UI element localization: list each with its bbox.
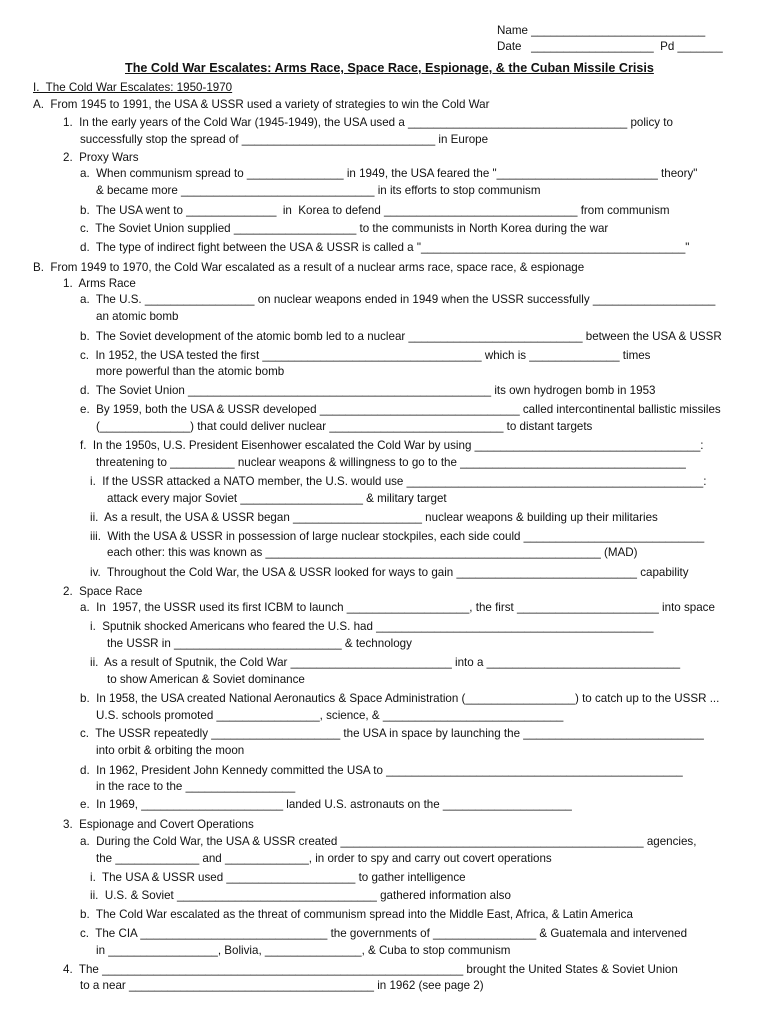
worksheet-line: A. From 1945 to 1991, the USA & USSR used a variety of strategies to win the Cold War [33,98,490,111]
date-period-field[interactable]: Date ___________________ Pd _______ [497,40,723,53]
worksheet-line: b. The USA went to ______________ in Korea to defend ______________________________ from communism [80,204,670,217]
worksheet-line: d. The Soviet Union _______________________________________________ its own hydrogen bomb in 1953 [80,384,656,397]
worksheet-line: i. If the USSR attacked a NATO member, the U.S. would use ______________________________________________: [90,475,707,488]
worksheet-line: attack every major Soviet ___________________ & military target [107,492,447,505]
worksheet-line: 4. The ________________________________________________________ brought the United States & Soviet Union [63,963,678,976]
worksheet-line: b. In 1958, the USA created National Aeronautics & Space Administration (_________________) to catch up to the USSR ... [80,692,720,705]
worksheet-line: c. The USSR repeatedly ____________________ the USA in space by launching the ____________________________ [80,727,704,740]
worksheet-line: c. In 1952, the USA tested the first __________________________________ which is ______________ times [80,349,651,362]
worksheet-line: the USSR in __________________________ & technology [107,637,412,650]
worksheet-line: & became more ______________________________ in its efforts to stop communism [96,184,541,197]
worksheet-title: The Cold War Escalates: Arms Race, Space Race, Espionage, & the Cuban Missile Crisis [125,61,654,75]
worksheet-line: (______________) that could deliver nuclear ___________________________ to distant targets [96,420,593,433]
worksheet-line: e. By 1959, both the USA & USSR developed _______________________________ called intercontinental ballistic missiles [80,403,721,416]
worksheet-line: more powerful than the atomic bomb [96,365,285,378]
worksheet-line: iii. With the USA & USSR in possession of large nuclear stockpiles, each side could ____________________________ [90,530,705,543]
worksheet-line: each other: this was known as ____________________________________________________ (MAD) [107,546,638,559]
worksheet-line: 2. Space Race [63,585,143,598]
worksheet-line: a. The U.S. _________________ on nuclear weapons ended in 1949 when the USSR successfully ___________________ [80,293,716,306]
worksheet-line: in the race to the _________________ [96,780,296,793]
worksheet-line: ii. As a result of Sputnik, the Cold War _________________________ into a ______________________________ [90,656,681,669]
worksheet-line: in _________________, Bolivia, _______________, & Cuba to stop communism [96,944,511,957]
worksheet-line: c. The CIA _____________________________ the governments of ________________ & Guatemala and intervened [80,927,688,940]
worksheet-line: successfully stop the spread of ______________________________ in Europe [80,133,489,146]
worksheet-line: to show American & Soviet dominance [107,673,305,686]
worksheet-line: a. When communism spread to _______________ in 1949, the USA feared the "_________________________ theory" [80,167,698,180]
worksheet-line: iv. Throughout the Cold War, the USA & USSR looked for ways to gain ____________________________ capability [90,566,689,579]
section-heading: I. The Cold War Escalates: 1950-1970 [33,81,233,94]
worksheet-line: d. The type of indirect fight between the USA & USSR is called a "_________________________________________" [80,241,690,254]
worksheet-line: a. During the Cold War, the USA & USSR created _______________________________________________ agencies, [80,835,697,848]
worksheet-line: c. The Soviet Union supplied ___________________ to the communists in North Korea during the war [80,222,609,235]
worksheet-line: threatening to __________ nuclear weapons & willingness to go to the ___________________________________ [96,456,686,469]
worksheet-line: f. In the 1950s, U.S. President Eisenhower escalated the Cold War by using ___________________________________: [80,439,704,452]
worksheet-line: the _____________ and _____________, in order to spy and carry out covert operations [96,852,552,865]
worksheet-line: i. Sputnik shocked Americans who feared the U.S. had ___________________________________________ [90,620,654,633]
worksheet-line: 3. Espionage and Covert Operations [63,818,254,831]
worksheet-line: U.S. schools promoted ________________, science, & ____________________________ [96,709,564,722]
worksheet-line: B. From 1949 to 1970, the Cold War escalated as a result of a nuclear arms race, space race, & espionage [33,261,585,274]
worksheet-line: ii. As a result, the USA & USSR began ____________________ nuclear weapons & building up their militaries [90,511,658,524]
worksheet-line: e. In 1969, ______________________ landed U.S. astronauts on the ____________________ [80,798,572,811]
worksheet-line: 1. In the early years of the Cold War (1945-1949), the USA used a __________________________________ policy to [63,116,673,129]
worksheet-line: ii. U.S. & Soviet _______________________________ gathered information also [90,889,511,902]
name-field[interactable]: Name ___________________________ [497,24,706,37]
worksheet-line: an atomic bomb [96,310,179,323]
worksheet-line: i. The USA & USSR used ____________________ to gather intelligence [90,871,466,884]
worksheet-line: b. The Cold War escalated as the threat of communism spread into the Middle East, Africa, & Latin America [80,908,633,921]
worksheet-line: 2. Proxy Wars [63,151,139,164]
worksheet-line: into orbit & orbiting the moon [96,744,245,757]
worksheet-line: a. In 1957, the USSR used its first ICBM to launch ___________________, the first ______________________ into space [80,601,715,614]
worksheet-line: to a near ______________________________________ in 1962 (see page 2) [80,979,484,992]
worksheet-line: d. In 1962, President John Kennedy committed the USA to ______________________________________________ [80,764,683,777]
worksheet-line: b. The Soviet development of the atomic bomb led to a nuclear ___________________________ between the USA & USSR [80,330,722,343]
worksheet-line: 1. Arms Race [63,277,136,290]
